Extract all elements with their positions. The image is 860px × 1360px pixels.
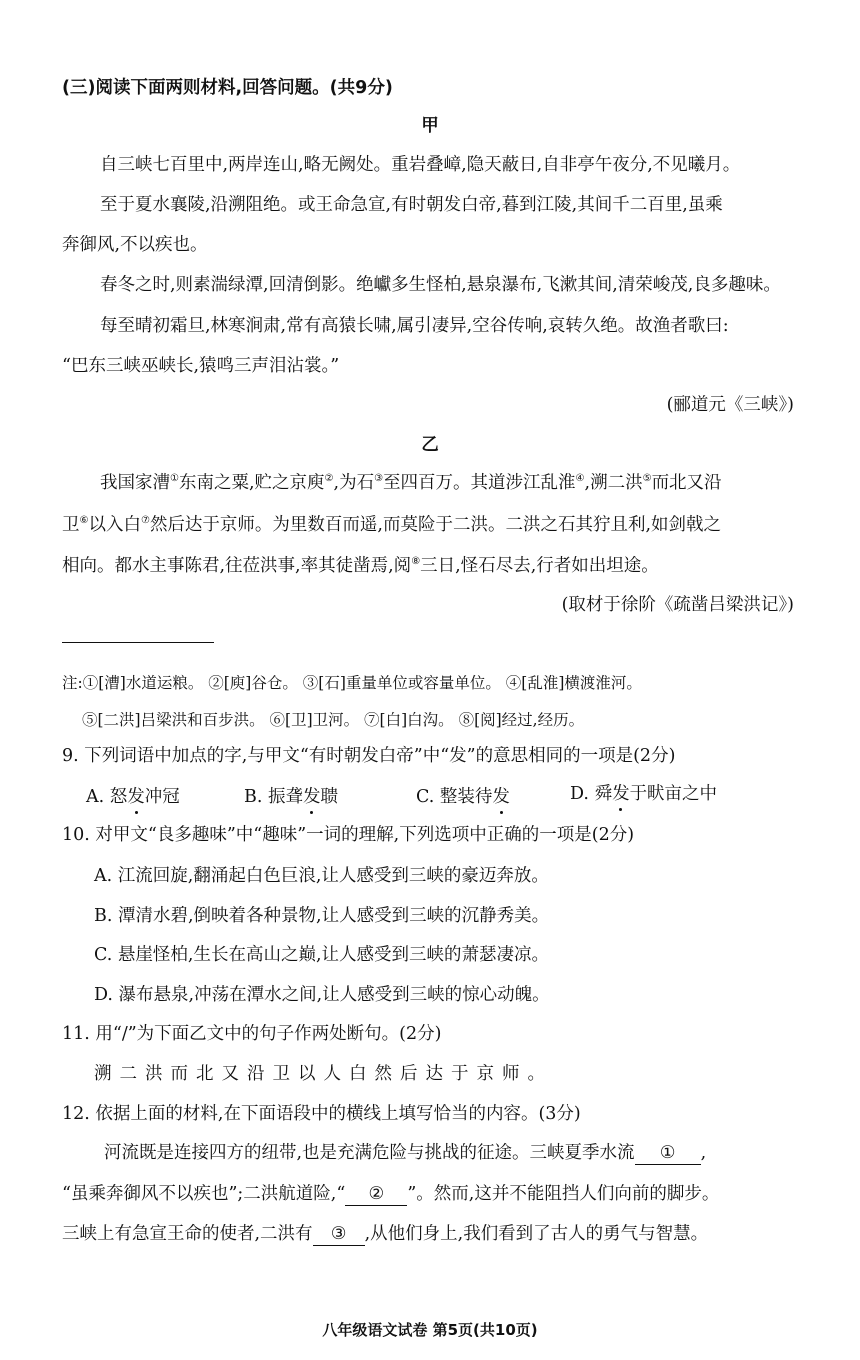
q9-option-d: D. 舜发于畎亩之中 — [570, 784, 718, 804]
q10-option-a: A. 江流回旋,翻涌起白色巨浪,让人感受到三峡的豪迈奔放。 — [94, 866, 549, 886]
jia-line: 春冬之时,则素湍绿潭,回清倒影。绝巘多生怪柏,悬泉瀑布,飞漱其间,清荣峻茂,良多趣味。 — [100, 275, 781, 295]
footnotes-line-2: ⑤[二洪]吕梁洪和百步洪。 ⑥[卫]卫河。 ⑦[白]白沟。 ⑧[阅]经过,经历。 — [82, 711, 585, 729]
footnote-marker: ⑦ — [140, 515, 150, 527]
section-header: (三)阅读下面两则材料,回答问题。(共9分) — [62, 78, 393, 98]
footnote-marker: ④ — [575, 473, 585, 485]
emphasis-dot-char: 发 — [612, 784, 630, 804]
emphasis-dot-char: 发 — [127, 787, 145, 807]
jia-line: 至于夏水襄陵,沿溯阻绝。或王命急宣,有时朝发白帝,暮到江陵,其间千二百里,虽乘 — [100, 195, 723, 215]
footnote-marker: ⑧ — [411, 556, 421, 568]
q9-option-a: A. 怒发冲冠 — [86, 787, 180, 807]
passage-yi-title: 乙 — [421, 435, 439, 455]
question-9-stem: 9. 下列词语中加点的字,与甲文“有时朝发白帝”中“发”的意思相同的一项是(2分) — [62, 746, 676, 766]
yi-source: (取材于徐阶《疏凿吕梁洪记》) — [561, 595, 794, 615]
q10-option-c: C. 悬崖怪柏,生长在高山之巅,让人感受到三峡的萧瑟凄凉。 — [94, 945, 550, 965]
jia-line: 每至晴初霜旦,林寒涧肃,常有高猿长啸,属引凄异,空谷传响,哀转久绝。故渔者歌曰: — [100, 316, 729, 336]
question-12-stem: 12. 依据上面的材料,在下面语段中的横线上填写恰当的内容。(3分) — [62, 1104, 581, 1124]
q10-option-d: D. 瀑布悬泉,冲荡在潭水之间,让人感受到三峡的惊心动魄。 — [94, 985, 550, 1005]
footnotes-line-1: 注:①[漕]水道运粮。 ②[庾]谷仓。 ③[石]重量单位或容量单位。 ④[乱淮]横渡淮河。 — [62, 674, 642, 692]
emphasis-dot-char: 发 — [303, 787, 321, 807]
footnote-marker: ① — [170, 473, 179, 485]
emphasis-dot-char: 发 — [492, 787, 510, 807]
answer-blank-3[interactable]: ③ — [313, 1223, 365, 1246]
q12-paragraph-line: 河流既是连接四方的纽带,也是充满危险与挑战的征途。三峡夏季水流 ① , — [104, 1143, 707, 1163]
q9-option-c: C. 整装待发 — [416, 787, 510, 807]
footnote-marker: ⑥ — [79, 515, 89, 527]
footnote-marker: ② — [324, 473, 334, 485]
q10-option-b: B. 潭清水碧,倒映着各种景物,让人感受到三峡的沉静秀美。 — [94, 906, 550, 926]
q12-paragraph-line: 三峡上有急宣王命的使者,二洪有 ③ ,从他们身上,我们看到了古人的勇气与智慧。 — [62, 1224, 709, 1244]
yi-line: 我国家漕①东南之粟,贮之京庾②,为石③至四百万。其道涉江乱淮④,溯二洪⑤而北又沿 — [100, 473, 722, 493]
page-footer: 八年级语文试卷 第5页(共10页) — [322, 1321, 538, 1339]
question-11-stem: 11. 用“/”为下面乙文中的句子作两处断句。(2分) — [62, 1024, 442, 1044]
jia-line: 自三峡七百里中,两岸连山,略无阙处。重岩叠嶂,隐天蔽日,自非亭午夜分,不见曦月。 — [100, 155, 741, 175]
passage-jia-title: 甲 — [421, 116, 439, 136]
q9-option-b: B. 振聋发聩 — [244, 787, 339, 807]
footnote-marker: ⑤ — [642, 473, 652, 485]
jia-line: “巴东三峡巫峡长,猿鸣三声泪沾裳。” — [62, 356, 340, 376]
jia-source: (郦道元《三峡》) — [666, 395, 794, 415]
footnote-marker: ③ — [374, 473, 384, 485]
footnote-divider — [62, 642, 214, 643]
answer-blank-1[interactable]: ① — [635, 1142, 701, 1165]
q12-paragraph-line: “虽乘奔御风不以疾也”;二洪航道险,“ ② ”。然而,这并不能阻挡人们向前的脚步。 — [62, 1184, 720, 1204]
jia-line: 奔御风,不以疾也。 — [62, 235, 208, 255]
yi-line: 卫⑥以入白⑦然后达于京师。为里数百而遥,而莫险于二洪。二洪之石其狞且利,如剑戟之 — [62, 515, 722, 535]
question-10-stem: 10. 对甲文“良多趣味”中“趣味”一词的理解,下列选项中正确的一项是(2分) — [62, 825, 635, 845]
q11-sentence: 溯二洪而北又沿卫以人白然后达于京师。 — [94, 1064, 553, 1084]
answer-blank-2[interactable]: ② — [345, 1183, 407, 1206]
yi-line: 相向。都水主事陈君,往莅洪事,率其徒凿焉,阅⑧三日,怪石尽去,行者如出坦途。 — [62, 556, 659, 576]
